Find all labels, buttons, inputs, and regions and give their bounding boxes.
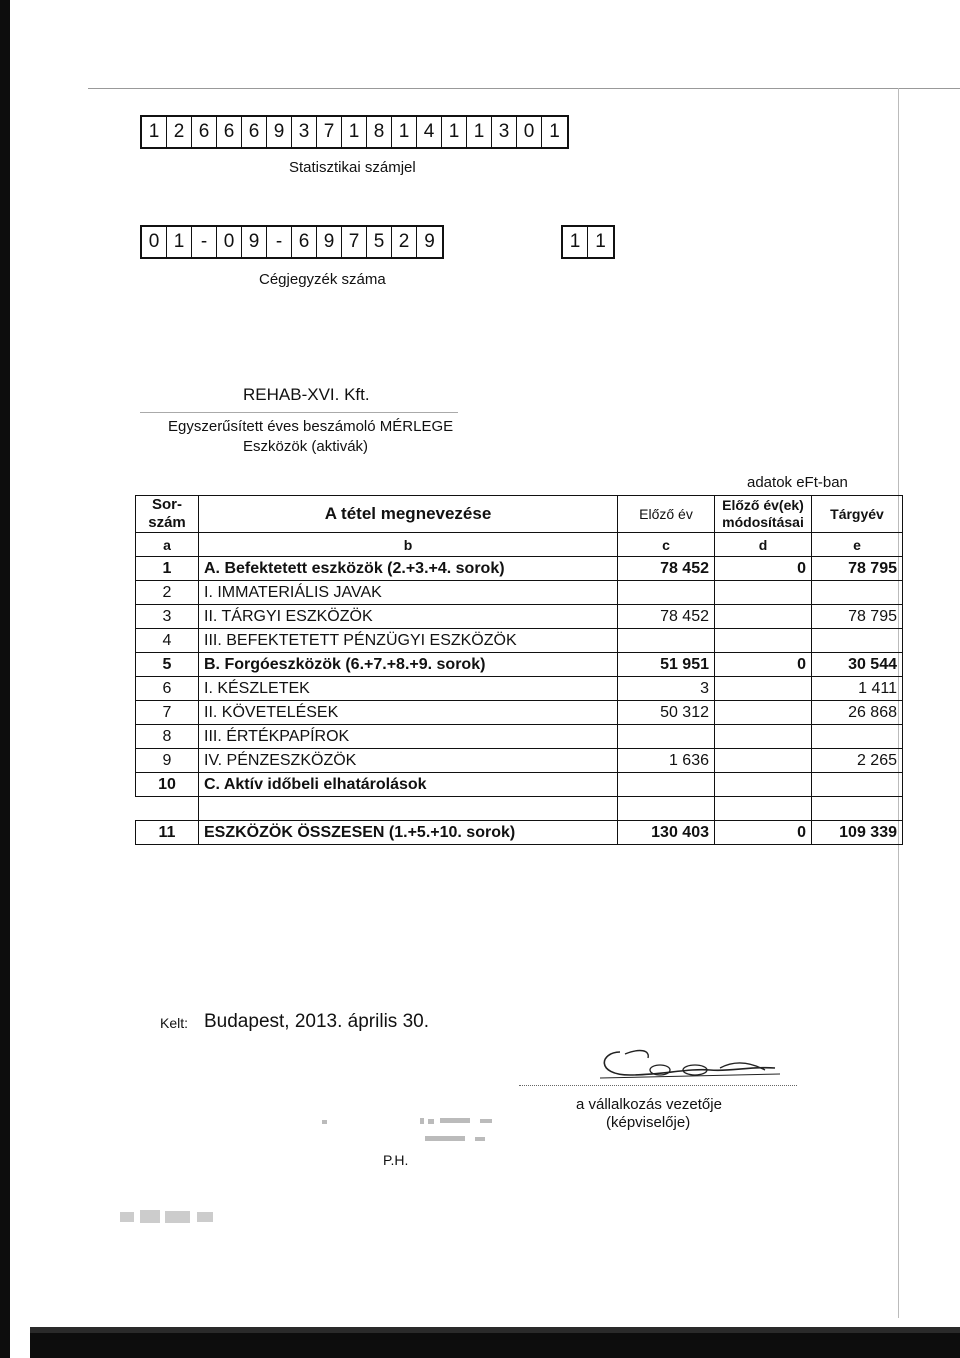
previous-year-value	[618, 629, 715, 653]
row-label: I. IMMATERIÁLIS JAVAK	[199, 581, 618, 605]
previous-year-value: 3	[618, 677, 715, 701]
separator-cell	[136, 797, 199, 821]
digit-box: 1	[142, 117, 167, 147]
modification-value	[715, 701, 812, 725]
row-label: IV. PÉNZESZKÖZÖK	[199, 749, 618, 773]
stat-code-boxes	[140, 115, 569, 149]
row-number: 4	[136, 629, 199, 653]
header-current-year: Tárgyév	[812, 496, 903, 533]
modification-value	[715, 629, 812, 653]
previous-year-value: 78 452	[618, 605, 715, 629]
digit-box: 8	[367, 117, 392, 147]
scan-edge-bottom-shade	[30, 1327, 960, 1333]
digit-box: 3	[492, 117, 517, 147]
digit-box: 0	[217, 227, 242, 257]
modification-value	[715, 677, 812, 701]
current-year-value: 26 868	[812, 701, 903, 725]
table-row	[136, 773, 903, 797]
header-previous-year: Előző év	[618, 496, 715, 533]
row-number: 10	[136, 773, 199, 797]
digit-box: 0	[517, 117, 542, 147]
scan-edge-left	[0, 0, 10, 1358]
title-underline	[140, 412, 458, 413]
digit-box: 4	[417, 117, 442, 147]
current-year-value: 2 265	[812, 749, 903, 773]
company-name: REHAB-XVI. Kft.	[243, 385, 370, 404]
digit-box: 1	[549, 121, 560, 142]
digit-box: 9	[242, 227, 267, 257]
form-frame-top	[88, 88, 960, 89]
digit-box: 2	[392, 227, 417, 257]
modification-value: 0	[715, 821, 812, 845]
digit-box: 7	[342, 227, 367, 257]
digit-box: 3	[292, 117, 317, 147]
row-number: 7	[136, 701, 199, 725]
column-letter: e	[812, 533, 903, 557]
previous-year-value: 1 636	[618, 749, 715, 773]
digit-box: 9	[267, 117, 292, 147]
digit-box: 6	[192, 117, 217, 147]
digit-box: 9	[317, 227, 342, 257]
row-label: ESZKÖZÖK ÖSSZESEN (1.+5.+10. sorok)	[199, 821, 618, 845]
registry-caption: Cégjegyzék száma	[259, 271, 386, 288]
digit-box: -	[267, 227, 292, 257]
previous-year-value	[618, 725, 715, 749]
digit-box: 1	[167, 227, 192, 257]
total-row	[136, 821, 903, 845]
stamp-placeholder-label: P.H.	[383, 1152, 409, 1168]
column-letter: c	[618, 533, 715, 557]
registry-number-boxes	[140, 225, 444, 259]
row-number: 3	[136, 605, 199, 629]
signature-line	[519, 1085, 797, 1086]
table-row	[136, 677, 903, 701]
digit-box: 6	[217, 117, 242, 147]
registry-suffix-boxes	[561, 225, 615, 259]
current-year-value	[812, 773, 903, 797]
row-number: 9	[136, 749, 199, 773]
current-year-value: 78 795	[812, 557, 903, 581]
header-modifications: Előző év(ek) módosításai	[715, 496, 812, 533]
stat-code-caption: Statisztikai számjel	[289, 159, 416, 176]
previous-year-value: 78 452	[618, 557, 715, 581]
table-row	[136, 605, 903, 629]
previous-year-value: 51 951	[618, 653, 715, 677]
separator-row	[136, 797, 903, 821]
modification-value	[715, 773, 812, 797]
row-number: 2	[136, 581, 199, 605]
signer-subtitle: (képviselője)	[606, 1114, 691, 1131]
table-row	[136, 653, 903, 677]
row-label: III. BEFEKTETETT PÉNZÜGYI ESZKÖZÖK	[199, 629, 618, 653]
digit-box: 1	[442, 117, 467, 147]
digit-box: 7	[317, 117, 342, 147]
row-label: I. KÉSZLETEK	[199, 677, 618, 701]
separator-cell	[618, 797, 715, 821]
digit-box: 1	[392, 117, 417, 147]
current-year-value: 109 339	[812, 821, 903, 845]
balance-sheet-table	[135, 495, 903, 845]
row-label: B. Forgóeszközök (6.+7.+8.+9. sorok)	[199, 653, 618, 677]
table-row	[136, 581, 903, 605]
previous-year-value: 50 312	[618, 701, 715, 725]
faded-stamp	[320, 1110, 520, 1150]
digit-box: 1	[467, 117, 492, 147]
current-year-value: 1 411	[812, 677, 903, 701]
modification-value	[715, 725, 812, 749]
header-item-name: A tétel megnevezése	[199, 496, 618, 533]
row-label: C. Aktív időbeli elhatárolások	[199, 773, 618, 797]
separator-cell	[715, 797, 812, 821]
digit-box: 1	[342, 117, 367, 147]
row-label: II. TÁRGYI ESZKÖZÖK	[199, 605, 618, 629]
digit-box: 6	[292, 227, 317, 257]
current-year-value: 30 544	[812, 653, 903, 677]
row-label: II. KÖVETELÉSEK	[199, 701, 618, 725]
digit-box: 6	[242, 117, 267, 147]
handwritten-signature	[590, 1040, 790, 1085]
row-label: III. ÉRTÉKPAPÍROK	[199, 725, 618, 749]
digit-box: 2	[167, 117, 192, 147]
row-number: 6	[136, 677, 199, 701]
modification-value	[715, 749, 812, 773]
document-title: Egyszerűsített éves beszámoló MÉRLEGE	[168, 418, 454, 435]
column-letter: d	[715, 533, 812, 557]
digit-box: 0	[142, 227, 167, 257]
header-sorszam: Sor- szám	[136, 496, 199, 533]
date-place-value: Budapest, 2013. április 30.	[204, 1011, 429, 1032]
previous-year-value: 130 403	[618, 821, 715, 845]
modification-value	[715, 581, 812, 605]
previous-year-value	[618, 581, 715, 605]
digit-box: 9	[424, 231, 435, 252]
current-year-value	[812, 725, 903, 749]
current-year-value: 78 795	[812, 605, 903, 629]
current-year-value	[812, 629, 903, 653]
unit-note: adatok eFt-ban	[747, 474, 848, 491]
column-letter: b	[199, 533, 618, 557]
table-row	[136, 557, 903, 581]
table-row	[136, 701, 903, 725]
separator-cell	[812, 797, 903, 821]
row-number: 8	[136, 725, 199, 749]
column-letter: a	[136, 533, 199, 557]
scan-artifact	[115, 1200, 225, 1230]
table-header-row	[136, 496, 903, 533]
row-label: A. Befektetett eszközök (2.+3.+4. sorok)	[199, 557, 618, 581]
digit-box: 1	[595, 231, 606, 252]
row-number: 5	[136, 653, 199, 677]
table-row	[136, 749, 903, 773]
modification-value	[715, 605, 812, 629]
previous-year-value	[618, 773, 715, 797]
column-letters-row	[136, 533, 903, 557]
document-subtitle: Eszközök (aktivák)	[243, 438, 369, 455]
digit-box: -	[192, 227, 217, 257]
row-number: 11	[136, 821, 199, 845]
row-number: 1	[136, 557, 199, 581]
modification-value: 0	[715, 653, 812, 677]
digit-box: 5	[367, 227, 392, 257]
digit-box: 1	[563, 227, 588, 257]
table-row	[136, 725, 903, 749]
separator-cell	[199, 797, 618, 821]
modification-value: 0	[715, 557, 812, 581]
current-year-value	[812, 581, 903, 605]
table-row	[136, 629, 903, 653]
date-place-label: Kelt:	[160, 1015, 189, 1031]
signer-title: a vállalkozás vezetője	[576, 1096, 722, 1113]
